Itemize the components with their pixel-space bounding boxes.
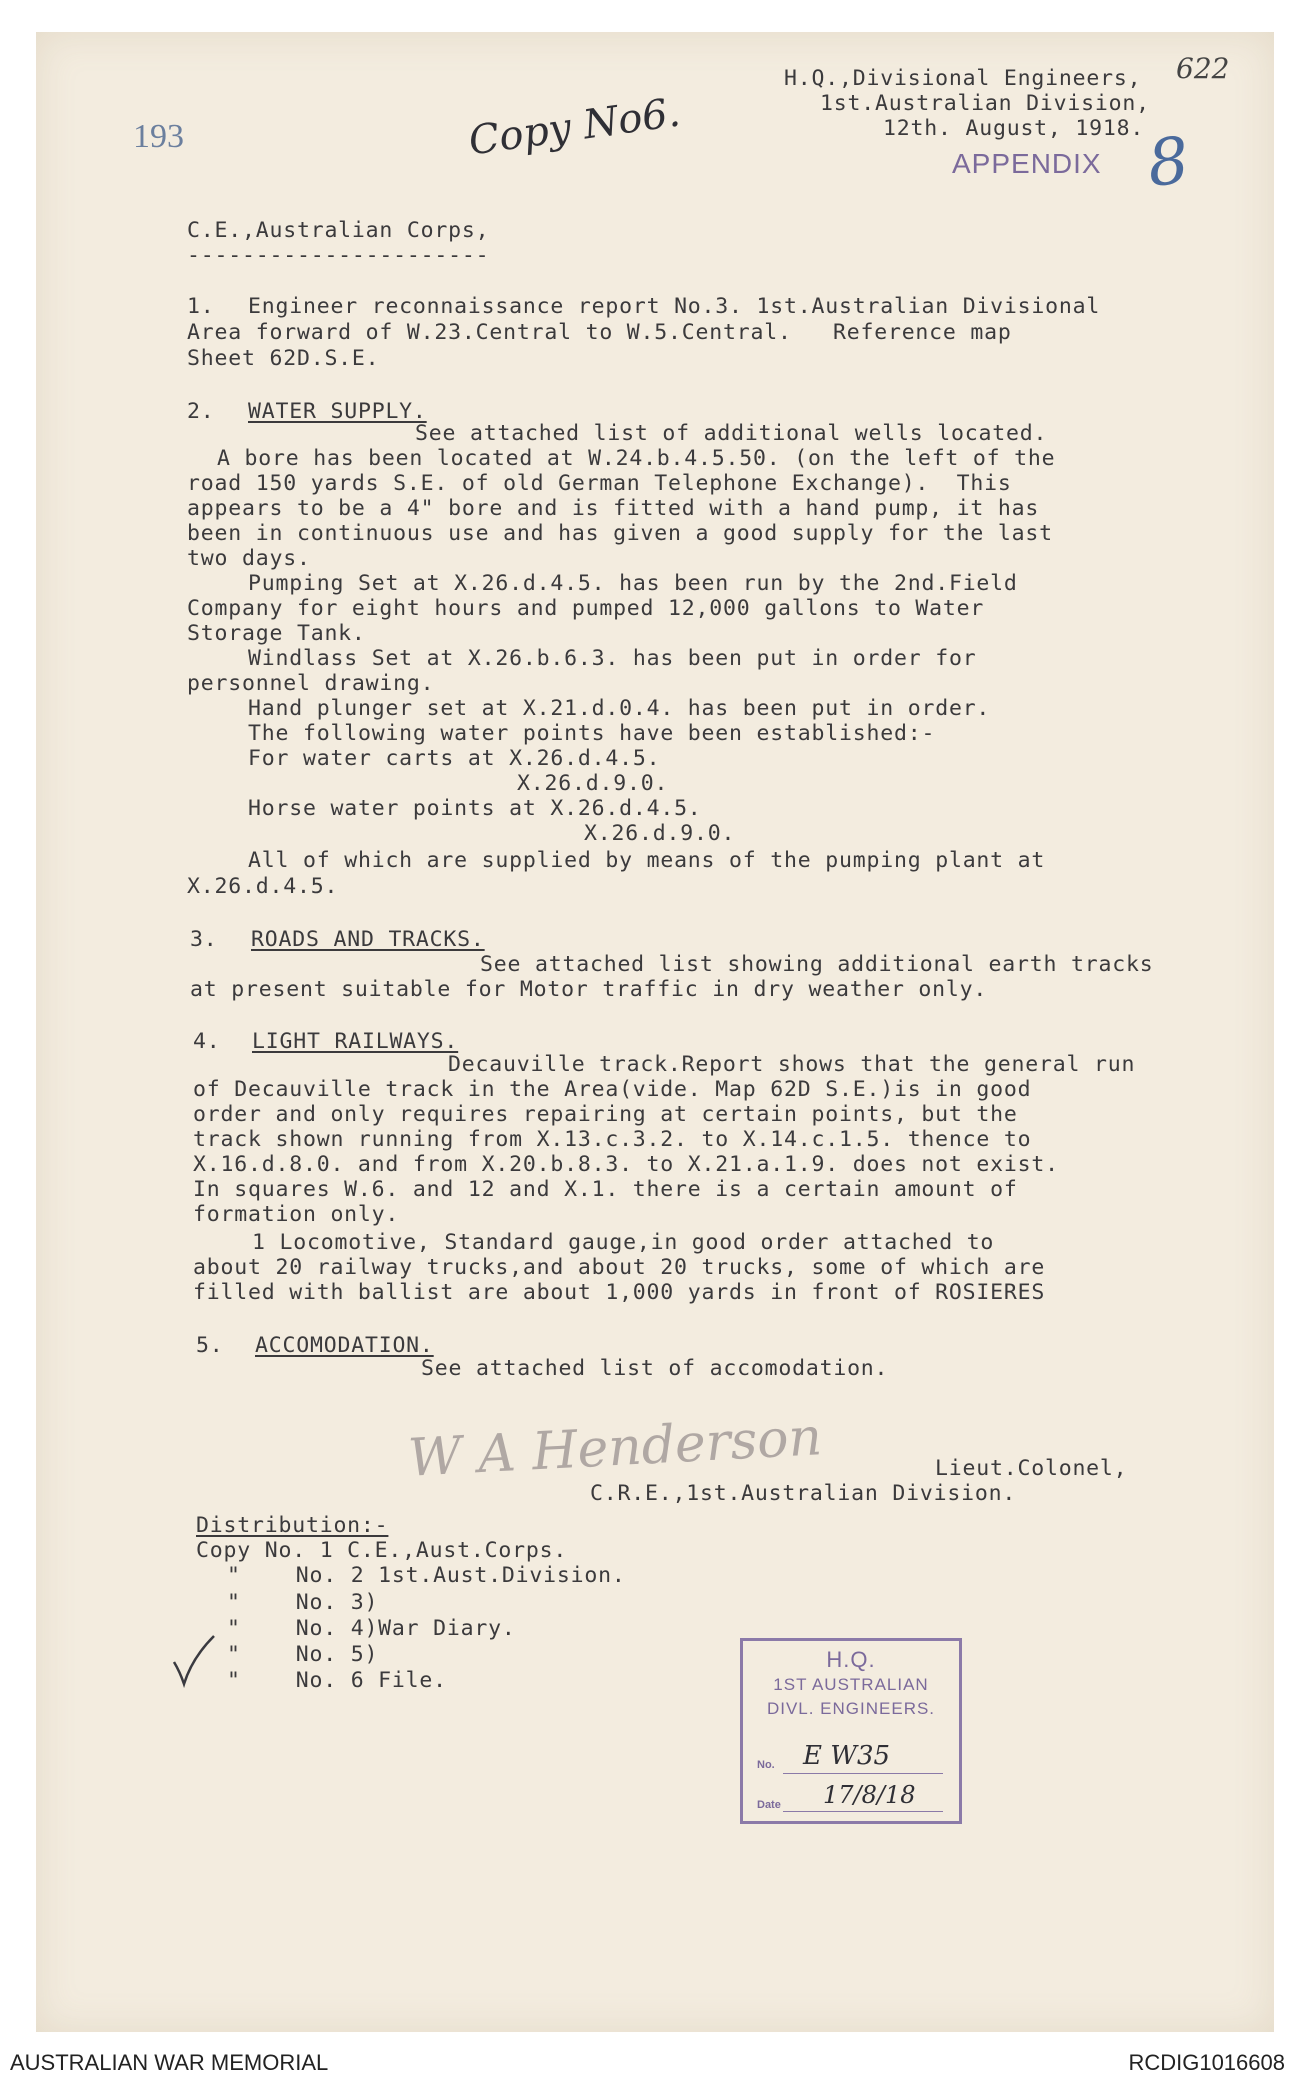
stamp-date-label: Date	[757, 1799, 781, 1811]
section-5-number: 5.	[196, 1333, 224, 1358]
section-4-line: about 20 railway trucks,and about 20 trucks, some of which are	[193, 1255, 1046, 1280]
section-2-line: A bore has been located at W.24.b.4.5.50. (on the left of the	[217, 446, 1056, 471]
section-2-line: The following water points have been established:-	[248, 721, 936, 746]
section-2-line: road 150 yards S.E. of old German Telephone Exchange). This	[187, 471, 1012, 496]
section-4-line: order and only requires repairing at certain points, but the	[193, 1102, 1018, 1127]
distribution-line: " No. 2 1st.Aust.Division.	[227, 1563, 626, 1588]
section-2-line: Storage Tank.	[187, 621, 366, 646]
section-4-line: 1 Locomotive, Standard gauge,in good order attached to	[252, 1230, 995, 1255]
section-3-number: 3.	[190, 927, 218, 952]
distribution-line: " No. 3)	[227, 1590, 379, 1615]
section-2-line: X.26.d.9.0.	[584, 821, 736, 846]
signature: W A Henderson	[406, 1407, 824, 1489]
signature-rank: Lieut.Colonel,	[935, 1456, 1128, 1481]
appendix-stamp: APPENDIX	[952, 148, 1102, 179]
section-2-line: Windlass Set at X.26.b.6.3. has been put in order for	[248, 646, 977, 671]
distribution-line: Copy No. 1 C.E.,Aust.Corps.	[196, 1538, 568, 1563]
section-4-line: In squares W.6. and 12 and X.1. there is a certain amount of	[193, 1177, 1018, 1202]
section-2-number: 2.	[187, 399, 215, 424]
letterhead-line-2: 1st.Australian Division,	[820, 91, 1150, 116]
hq-stamp	[740, 1638, 962, 1824]
section-2-line: Pumping Set at X.26.d.4.5. has been run by the 2nd.Field	[248, 571, 1018, 596]
check-mark-icon	[170, 1632, 218, 1688]
footer-id: RCDIG1016608	[1128, 2050, 1285, 2075]
signature-title: C.R.E.,1st.Australian Division.	[590, 1481, 1017, 1506]
section-2-line: Hand plunger set at X.21.d.0.4. has been put in order.	[248, 696, 991, 721]
section-2-line: personnel drawing.	[187, 671, 435, 696]
stamp-line-2: 1ST AUSTRALIAN	[773, 1675, 929, 1694]
stamp-no-value: E W35	[803, 1741, 891, 1771]
copy-note: Copy No6.	[465, 89, 684, 165]
stamp-line-1: H.Q.	[826, 1647, 876, 1672]
section-4-line: formation only.	[193, 1202, 400, 1227]
section-2-heading: WATER SUPPLY.	[248, 399, 427, 424]
letterhead-line-3: 12th. August, 1918.	[883, 116, 1145, 141]
section-1-line: Area forward of W.23.Central to W.5.Central. Reference map	[187, 320, 1012, 345]
section-1-line: Engineer reconnaissance report No.3. 1st.Australian Divisional	[248, 294, 1101, 319]
section-4-line: track shown running from X.13.c.3.2. to X.14.c.1.5. thence to	[193, 1127, 1032, 1152]
folio-number: 622	[1176, 52, 1230, 85]
section-5-heading: ACCOMODATION.	[255, 1333, 434, 1358]
section-2-line: two days.	[187, 546, 311, 571]
section-4-line: filled with ballist are about 1,000 yards in front of ROSIERES	[193, 1280, 1046, 1305]
addressee-rule: ----------------------	[187, 243, 490, 268]
section-2-line: been in continuous use and has given a good supply for the last	[187, 521, 1053, 546]
section-2-line: All of which are supplied by means of the pumping plant at	[248, 848, 1046, 873]
distribution-line: " No. 5)	[227, 1642, 379, 1667]
section-2-line: Horse water points at X.26.d.4.5.	[248, 796, 702, 821]
section-5-line: See attached list of accomodation.	[421, 1356, 889, 1381]
section-3-line: See attached list showing additional earth tracks	[480, 952, 1154, 977]
appendix-number: 8	[1144, 124, 1193, 202]
distribution-line: " No. 4)War Diary.	[227, 1616, 516, 1641]
section-4-line: of Decauville track in the Area(vide. Map 62D S.E.)is in good	[193, 1077, 1032, 1102]
section-2-line: See attached list of additional wells located.	[415, 421, 1048, 446]
section-4-number: 4.	[193, 1029, 221, 1054]
page-number: 193	[133, 118, 184, 155]
addressee: C.E.,Australian Corps,	[187, 218, 490, 243]
section-4-line: X.16.d.8.0. and from X.20.b.8.3. to X.21.a.1.9. does not exist.	[193, 1152, 1059, 1177]
section-1-line: Sheet 62D.S.E.	[187, 346, 380, 371]
section-2-line: X.26.d.4.5.	[187, 874, 339, 899]
section-3-heading: ROADS AND TRACKS.	[251, 927, 485, 952]
letterhead-line-1: H.Q.,Divisional Engineers,	[784, 66, 1142, 91]
section-2-line: X.26.d.9.0.	[517, 771, 669, 796]
section-2-line: Company for eight hours and pumped 12,000 gallons to Water	[187, 596, 985, 621]
footer-source: AUSTRALIAN WAR MEMORIAL	[10, 2050, 329, 2075]
distribution-line: " No. 6 File.	[227, 1668, 447, 1693]
distribution-heading: Distribution:-	[196, 1513, 389, 1538]
stamp-no-label: No.	[757, 1759, 775, 1771]
section-1-number: 1.	[187, 294, 215, 319]
stamp-date-value: 17/8/18	[823, 1781, 916, 1809]
section-3-line: at present suitable for Motor traffic in dry weather only.	[190, 977, 988, 1002]
section-4-heading: LIGHT RAILWAYS.	[252, 1029, 459, 1054]
section-4-line: Decauville track.Report shows that the general run	[448, 1052, 1136, 1077]
section-2-line: appears to be a 4" bore and is fitted with a hand pump, it has	[187, 496, 1040, 521]
section-2-line: For water carts at X.26.d.4.5.	[248, 746, 661, 771]
stamp-line-3: DIVL. ENGINEERS.	[766, 1699, 936, 1718]
